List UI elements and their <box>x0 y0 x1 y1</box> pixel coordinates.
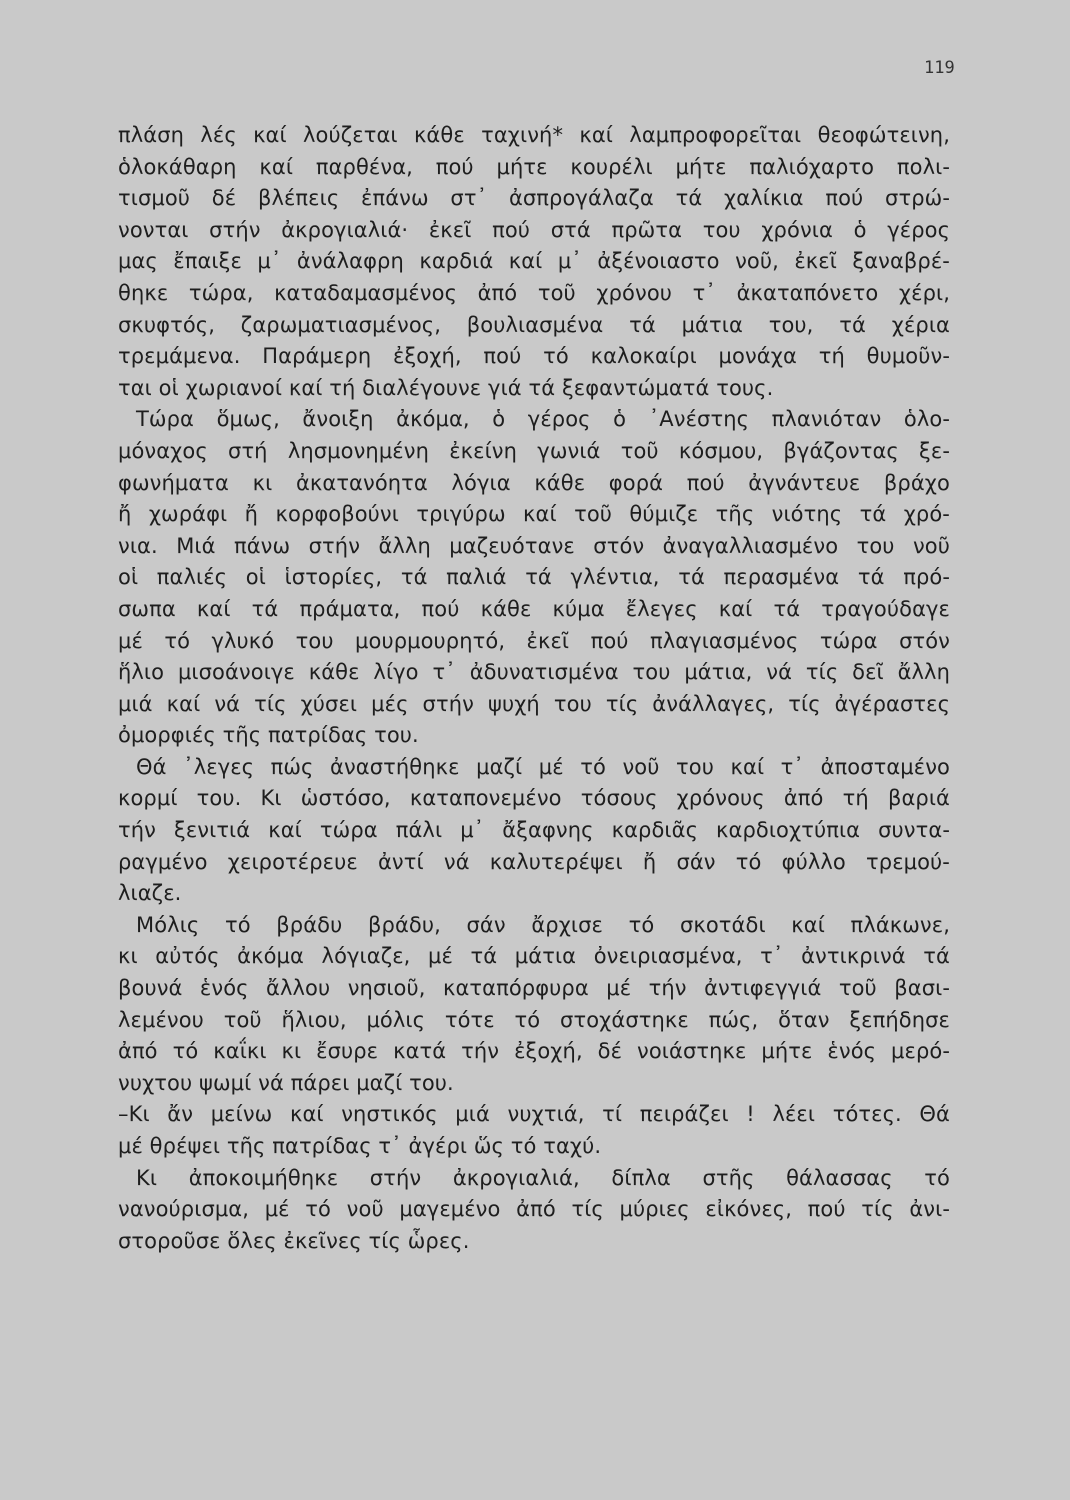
text-line: Κι ἀποκοιμήθηκε στήν ἀκρογιαλιά, δίπλα στῆς θάλασσας τό <box>136 1165 950 1190</box>
text-line: ραγμένο χειροτέρευε ἀντί νά καλυτερέψει ἤ σάν τό φύλλο τρεμού- <box>118 849 950 874</box>
text-line: οἱ παλιές οἱ ἱστορίες, τά παλιά τά γλέντια, τά περασμένα τά πρό- <box>118 565 950 590</box>
text-line: ὁλοκάθαρη καί παρθένα, πού μήτε κουρέλι μήτε παλιόχαρτο πολι- <box>118 154 950 179</box>
text-line: –Κι ἄν μείνω καί νηστικός μιά νυχτιά, τί πειράζει ! λέει τότες. Θά <box>118 1102 950 1127</box>
text-line: ἤ χωράφι ἤ κορφοβούνι τριγύρω καί τοῦ θύμιζε τῆς νιότης τά χρό- <box>118 502 950 527</box>
text-line: ται οἱ χωριανοί καί τή διαλέγουνε γιά τά ξεφαντώματά τους. <box>118 375 774 400</box>
text-line: σκυφτός, ζαρωματιασμένος, βουλιασμένα τά μάτια του, τά χέρια <box>118 312 950 337</box>
text-line: Μόλις τό βράδυ βράδυ, σάν ἄρχισε τό σκοτάδι καί πλάκωνε, <box>136 912 950 937</box>
paragraph <box>118 1163 950 1258</box>
text-line: Θά ᾽λεγες πώς ἀναστήθηκε μαζί μέ τό νοῦ του καί τ᾽ ἀποσταμένο <box>136 754 950 779</box>
paragraph <box>118 910 950 1100</box>
text-line: νονται στήν ἀκρογιαλιά· ἐκεῖ πού στά πρῶτα του χρόνια ὁ γέρος <box>118 217 950 242</box>
text-line: μιά καί νά τίς χύσει μές στήν ψυχή του τίς ἀνάλλαγες, τίς ἀγέραστες <box>118 691 950 716</box>
text-line: νια. Μιά πάνω στήν ἄλλη μαζευότανε στόν ἀναγαλλιασμένο του νοῦ <box>118 533 950 558</box>
text-line: βουνά ἑνός ἄλλου νησιοῦ, καταπόρφυρα μέ τήν ἀντιφεγγιά τοῦ βασι- <box>118 976 950 1001</box>
text-line: μας ἔπαιξε μ᾽ ἀνάλαφρη καρδιά καί μ᾽ ἀξένοιαστο νοῦ, ἐκεῖ ξαναβρέ- <box>118 249 950 274</box>
text-line: Τώρα ὅμως, ἄνοιξη ἀκόμα, ὁ γέρος ὁ ᾽Ανέστης πλανιόταν ὁλο- <box>136 407 950 432</box>
text-line: φωνήματα κι ἀκατανόητα λόγια κάθε φορά πού ἀγνάντευε βράχο <box>118 470 950 495</box>
text-line: μόναχος στή λησμονημένη ἐκείνη γωνιά τοῦ κόσμου, βγάζοντας ξε- <box>118 438 950 463</box>
text-line: πλάση λές καί λούζεται κάθε ταχινή* καί λαμπροφορεῖται θεοφώτεινη, <box>118 123 950 147</box>
paragraph <box>118 404 950 752</box>
text-line: τρεμάμενα. Παράμερη ἐξοχή, πού τό καλοκαίρι μονάχα τή θυμοῦν- <box>118 344 950 369</box>
text-line: σωπα καί τά πράματα, πού κάθε κύμα ἔλεγες καί τά τραγούδαγε <box>118 596 950 621</box>
text-line: λεμένου τοῦ ἥλιου, μόλις τότε τό στοχάστηκε πώς, ὅταν ξεπήδησε <box>118 1007 950 1032</box>
text-line: νυχτου ψωμί νά πάρει μαζί του. <box>118 1070 454 1095</box>
text-line: θηκε τώρα, καταδαμασμένος ἀπό τοῦ χρόνου τ᾽ ἀκαταπόνετο χέρι, <box>118 280 950 305</box>
text-line: μέ τό γλυκό του μουρμουρητό, ἐκεῖ πού πλαγιασμένος τώρα στόν <box>118 628 950 653</box>
page-number: 119 <box>924 58 955 78</box>
text-line: κορμί του. Κι ὡστόσο, καταπονεμένο τόσους χρόνους ἀπό τή βαριά <box>118 786 950 811</box>
text-body <box>118 120 950 1257</box>
text-line: στοροῦσε ὅλες ἐκεῖνες τίς ὧρες. <box>118 1228 470 1253</box>
text-line: τισμοῦ δέ βλέπεις ἐπάνω στ᾽ ἀσπρογάλαζα τά χαλίκια πού στρώ- <box>118 186 950 211</box>
text-line: κι αὐτός ἀκόμα λόγιαζε, μέ τά μάτια ὀνειριασμένα, τ᾽ ἀντικρινά τά <box>118 944 950 969</box>
text-line: νανούρισμα, μέ τό νοῦ μαγεμένο ἀπό τίς μύριες εἰκόνες, πού τίς ἀνι- <box>118 1197 950 1222</box>
paragraph <box>118 752 950 910</box>
text-line: ἀπό τό καΐκι κι ἔσυρε κατά τήν ἐξοχή, δέ νοιάστηκε μήτε ἑνός μερό- <box>118 1039 950 1064</box>
text-line: ἥλιο μισοάνοιγε κάθε λίγο τ᾽ ἀδυνατισμένα του μάτια, νά τίς δεῖ ἄλλη <box>118 660 950 685</box>
text-line: μέ θρέψει τῆς πατρίδας τ᾽ ἀγέρι ὥς τό ταχύ. <box>118 1134 602 1158</box>
paragraph <box>118 120 950 404</box>
text-line: τήν ξενιτιά καί τώρα πάλι μ᾽ ἄξαφνης καρδιᾶς καρδιοχτύπια συντα- <box>118 818 950 843</box>
text-line: λιαζε. <box>118 881 182 906</box>
paragraph <box>118 1099 950 1162</box>
text-line: ὀμορφιές τῆς πατρίδας του. <box>118 723 419 748</box>
